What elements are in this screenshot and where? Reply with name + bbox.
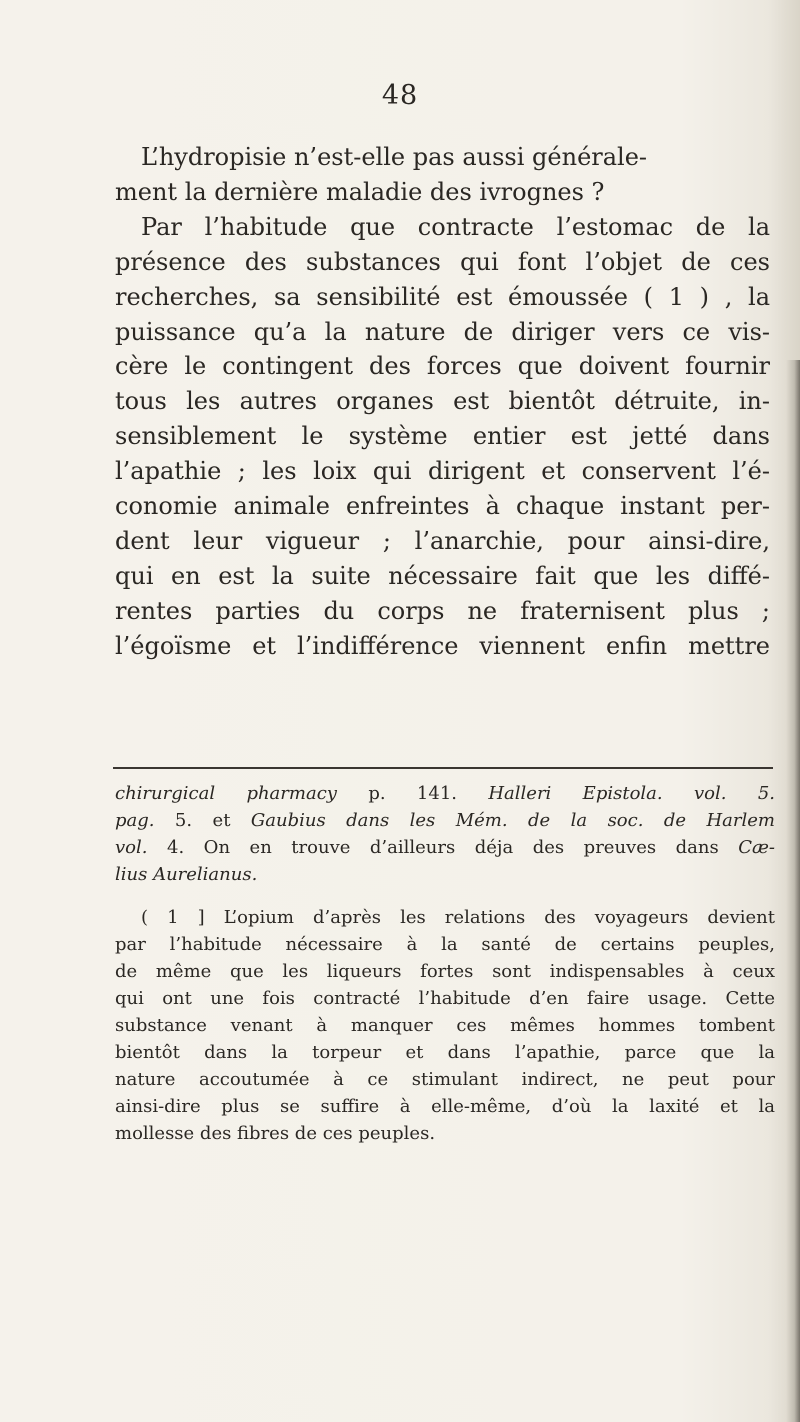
footnote-continuation-line bbox=[115, 780, 775, 807]
footnote-1-line: substance venant à manquer ces mêmes hommes tombent bbox=[115, 1015, 775, 1036]
citation-title: Gaubius dans les Mém. de la soc. de Harlem bbox=[250, 810, 775, 831]
footnote-1-line: ( 1 ] L’opium d’après les relations des voyageurs devient bbox=[141, 907, 775, 928]
text-line: rentes parties du corps ne fraternisent plus ; bbox=[115, 596, 770, 625]
text-line: sensiblement le système entier est jetté dans bbox=[115, 422, 770, 451]
citation-title: Cæ- bbox=[738, 837, 775, 858]
citation-title: lius Aurelianus. bbox=[115, 864, 258, 885]
citation-title: vol. bbox=[115, 837, 148, 858]
page-edge-shadow bbox=[786, 360, 800, 1422]
text-line: dent leur vigueur ; l’anarchie, pour ainsi-dire, bbox=[115, 526, 770, 555]
text-line: tous les autres organes est bientôt détruite, in- bbox=[115, 387, 770, 416]
text-line: conomie animale enfreintes à chaque instant per- bbox=[115, 492, 770, 521]
citation-text: 4. On en trouve d’ailleurs déja des preuves dans bbox=[147, 837, 739, 858]
text-line: recherches, sa sensibilité est émoussée ( 1 ) , la bbox=[115, 282, 770, 311]
footnote-1-line: nature accoutumée à ce stimulant indirect, ne peut pour bbox=[115, 1069, 775, 1090]
citation-text: 5. et bbox=[154, 810, 251, 831]
text-line: l’égoïsme et l’indifférence viennent enfin mettre bbox=[115, 631, 770, 660]
footnote-1-line: de même que les liqueurs fortes sont indispensables à ceux bbox=[115, 961, 775, 982]
citation-title: Halleri Epistola. vol. 5. bbox=[488, 783, 775, 804]
footnotes bbox=[115, 780, 775, 1147]
text-line: cère le contingent des forces que doivent fournir bbox=[115, 352, 770, 381]
footnote-spacer bbox=[115, 888, 775, 904]
footnote-divider bbox=[113, 767, 773, 769]
main-text-body bbox=[115, 140, 770, 664]
text-line: puissance qu’a la nature de diriger vers ce vis- bbox=[115, 317, 770, 346]
footnote-continuation-line bbox=[115, 834, 775, 861]
footnote-continuation-line bbox=[115, 807, 775, 834]
footnote-1-line: mollesse des fibres de ces peuples. bbox=[115, 1123, 436, 1144]
footnote-1-line: ainsi-dire plus se suffire à elle-même, d’où la laxité et la bbox=[115, 1096, 775, 1117]
footnote-1-line: qui ont une fois contracté l’habitude d’en faire usage. Cette bbox=[115, 988, 775, 1009]
page-number: 48 bbox=[381, 80, 419, 111]
text-line: L’hydropisie n’est-elle pas aussi générale- bbox=[141, 143, 648, 171]
text-line: ment la dernière maladie des ivrognes ? bbox=[115, 177, 605, 206]
citation-text: p. 141. bbox=[336, 783, 489, 804]
text-line: qui en est la suite nécessaire fait que les diffé- bbox=[115, 561, 770, 590]
footnote-continuation-line bbox=[115, 861, 775, 888]
text-line: présence des substances qui font l’objet de ces bbox=[115, 247, 770, 276]
citation-title: chirurgical pharmacy bbox=[115, 783, 337, 804]
citation-title: pag. bbox=[115, 810, 155, 831]
text-line: Par l’habitude que contracte l’estomac de la bbox=[141, 212, 770, 241]
footnote-1-line: par l’habitude nécessaire à la santé de certains peuples, bbox=[115, 934, 775, 955]
text-line: l’apathie ; les loix qui dirigent et conservent l’é- bbox=[115, 457, 770, 486]
footnote-1-line: bientôt dans la torpeur et dans l’apathie, parce que la bbox=[115, 1042, 775, 1063]
